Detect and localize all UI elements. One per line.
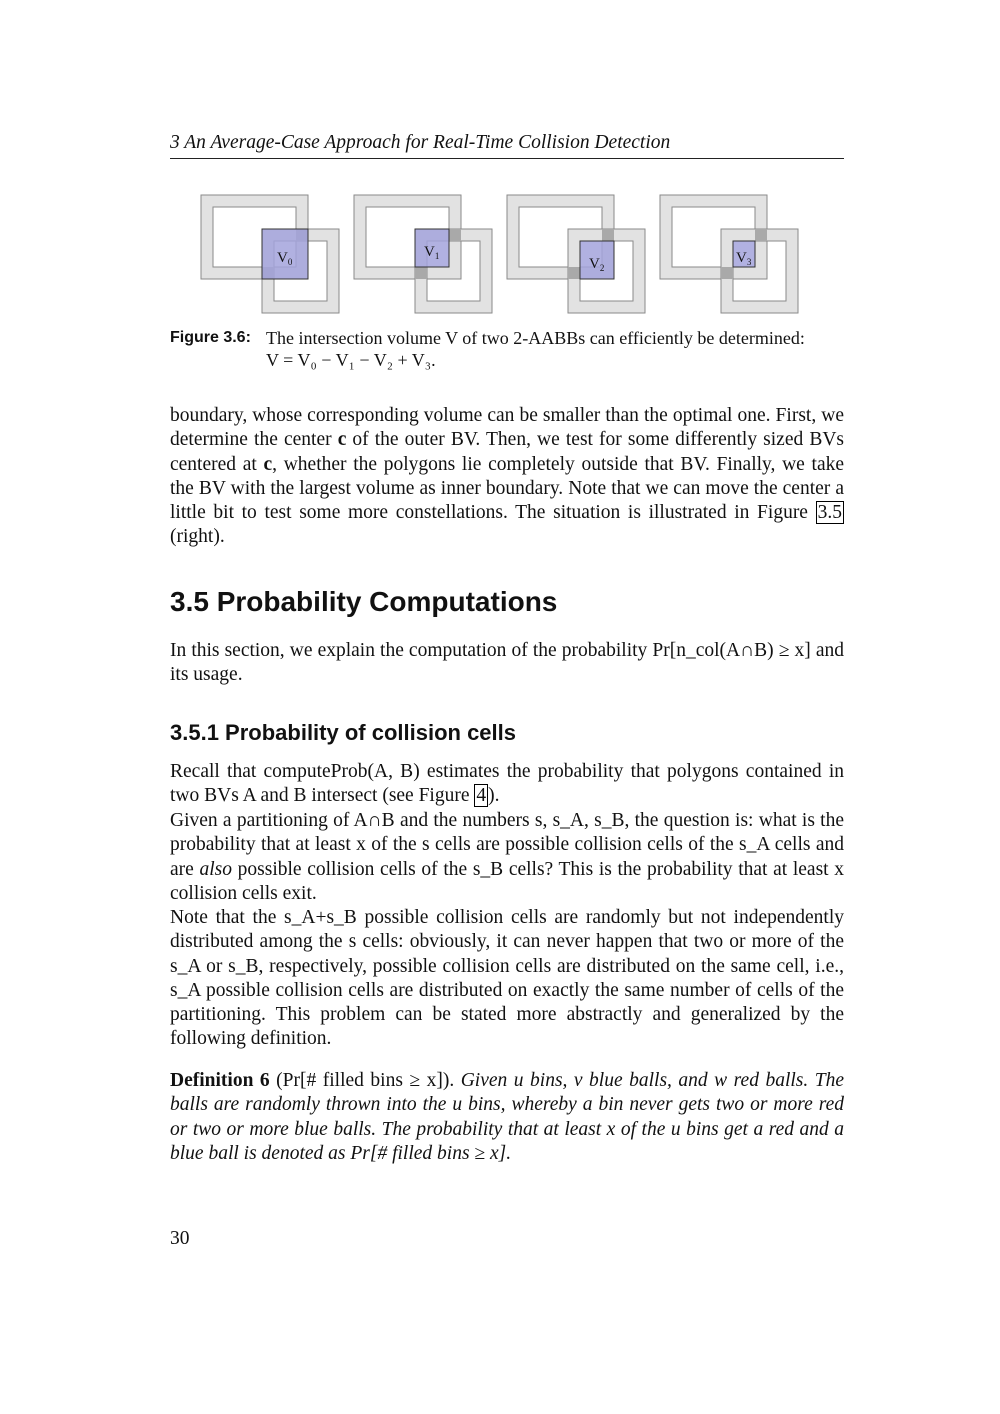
ring-overlap (755, 229, 767, 241)
aabb-panel-3 (660, 195, 798, 313)
ring-overlap (449, 229, 461, 241)
aabb-panel-1 (354, 195, 492, 313)
para1-text-d: (right). (170, 526, 225, 548)
running-title: 3 An Average-Case Approach for Real-Time Collision Detection (170, 132, 671, 153)
aabb-b-right (327, 229, 339, 313)
para1-text-c: , whether the polygons lie completely outside that BV. Finally, we take the BV with the largest volume as inner boundary. Note that we can move the center a little bit to test some more constellations. The situation is illustrated in Figure (170, 453, 845, 524)
caption-line-1: The intersection volume V of two 2-AABBs can efficiently be determined: (266, 328, 805, 348)
figure-ref-link[interactable]: 3.5 (817, 502, 842, 524)
figure-aabb-intersection (198, 190, 810, 315)
volume-label-0: $V_0$ (277, 250, 293, 267)
caption-label: Figure 3.6: (170, 329, 251, 346)
ring-overlap (415, 267, 427, 279)
figure-caption (170, 327, 844, 371)
aabb-a-top (507, 195, 614, 207)
aabb-a-top (354, 195, 461, 207)
paragraph-boundary (170, 404, 844, 550)
aabb-a-top (201, 195, 308, 207)
definition-name: (Pr[# filled bins ≥ x]). (276, 1070, 455, 1091)
center-symbol: c (337, 429, 347, 451)
volume-label-2: $V_2$ (589, 256, 605, 273)
paragraph-intro (170, 639, 844, 688)
aabb-panel-0 (201, 195, 339, 313)
running-header (170, 132, 844, 159)
aabb-a-left (660, 195, 672, 279)
paragraph-distribution (170, 906, 844, 1052)
ring-overlap (721, 267, 733, 279)
definition-block (170, 1069, 844, 1166)
paragraph-recall (170, 760, 844, 809)
para5-text: Note that the s_A+s_B possible collision cells are randomly but not independently distributed among the s cells: obviously, it can never happen that two or more of the s_A or s_B, respectively, possible collision cells are distributed on the same cell, i.e., s_A possible collision cells are distributed on exactly the same number of cells of the partitioning. This problem can be stated more abstractly and generalized by the following definition. (170, 907, 844, 1050)
definition-body: Given u bins, v blue balls, and w red balls. The balls are randomly thrown into the u bins, whereby a bin never gets two or more red or two or more blue balls. The probability that at least x of the u bins get a red and a blue ball is denoted as Pr[# filled bins ≥ x]. (170, 1070, 844, 1164)
volume-label-3: $V_3$ (736, 250, 752, 267)
aabb-a-left (201, 195, 213, 279)
para4-text-b: possible collision cells of the s_B cells? This is the probability that at least x collision cells exit. (170, 858, 844, 904)
para3-text-b: ). (488, 785, 500, 807)
para4-text-a: Given a partitioning of A∩B and the numbers s, s_A, s_B, the question is: what is the probability that at least x of the s cells are possible collision cells of the s_A cells and are (170, 810, 844, 880)
aabb-b-right (633, 229, 645, 313)
aabb-a-top (660, 195, 767, 207)
section-heading: 3.5 Probability Computations (170, 586, 558, 617)
aabb-b-right (786, 229, 798, 313)
aabb-a-bottom (660, 267, 767, 279)
definition-label: Definition 6 (170, 1070, 270, 1091)
aabb-a-bottom (354, 267, 461, 279)
aabb-panel-2 (507, 195, 645, 313)
aabb-a-left (354, 195, 366, 279)
aabb-a-left (507, 195, 519, 279)
para3-text-a: Recall that computeProb(A, B) estimates the probability that polygons contained in two BVs A and B intersect (see Figure (170, 761, 844, 807)
aabb-b-right (480, 229, 492, 313)
ring-overlap (568, 267, 580, 279)
paragraph-partitioning (170, 809, 844, 906)
caption-line-2: V = V₀ − V₁ − V₂ + V₃. (266, 350, 436, 370)
figure-ref-link[interactable]: 4 (476, 785, 487, 807)
subsection-heading: 3.5.1 Probability of collision cells (170, 720, 516, 745)
emphasis-also: also (199, 858, 232, 880)
page-number: 30 (170, 1228, 190, 1249)
para1-text-a: boundary, whose corresponding volume can be smaller than the optimal one. First, we determine the center (170, 405, 844, 451)
volume-label-1: $V_1$ (424, 244, 440, 261)
ring-overlap (602, 229, 614, 241)
para2-text: In this section, we explain the computation of the probability Pr[n_col(A∩B) ≥ x] and its usage. (170, 640, 844, 686)
para1-text-b: of the outer BV. Then, we test for some differently sized BVs centered at (170, 429, 844, 475)
center-symbol: c (263, 453, 273, 475)
